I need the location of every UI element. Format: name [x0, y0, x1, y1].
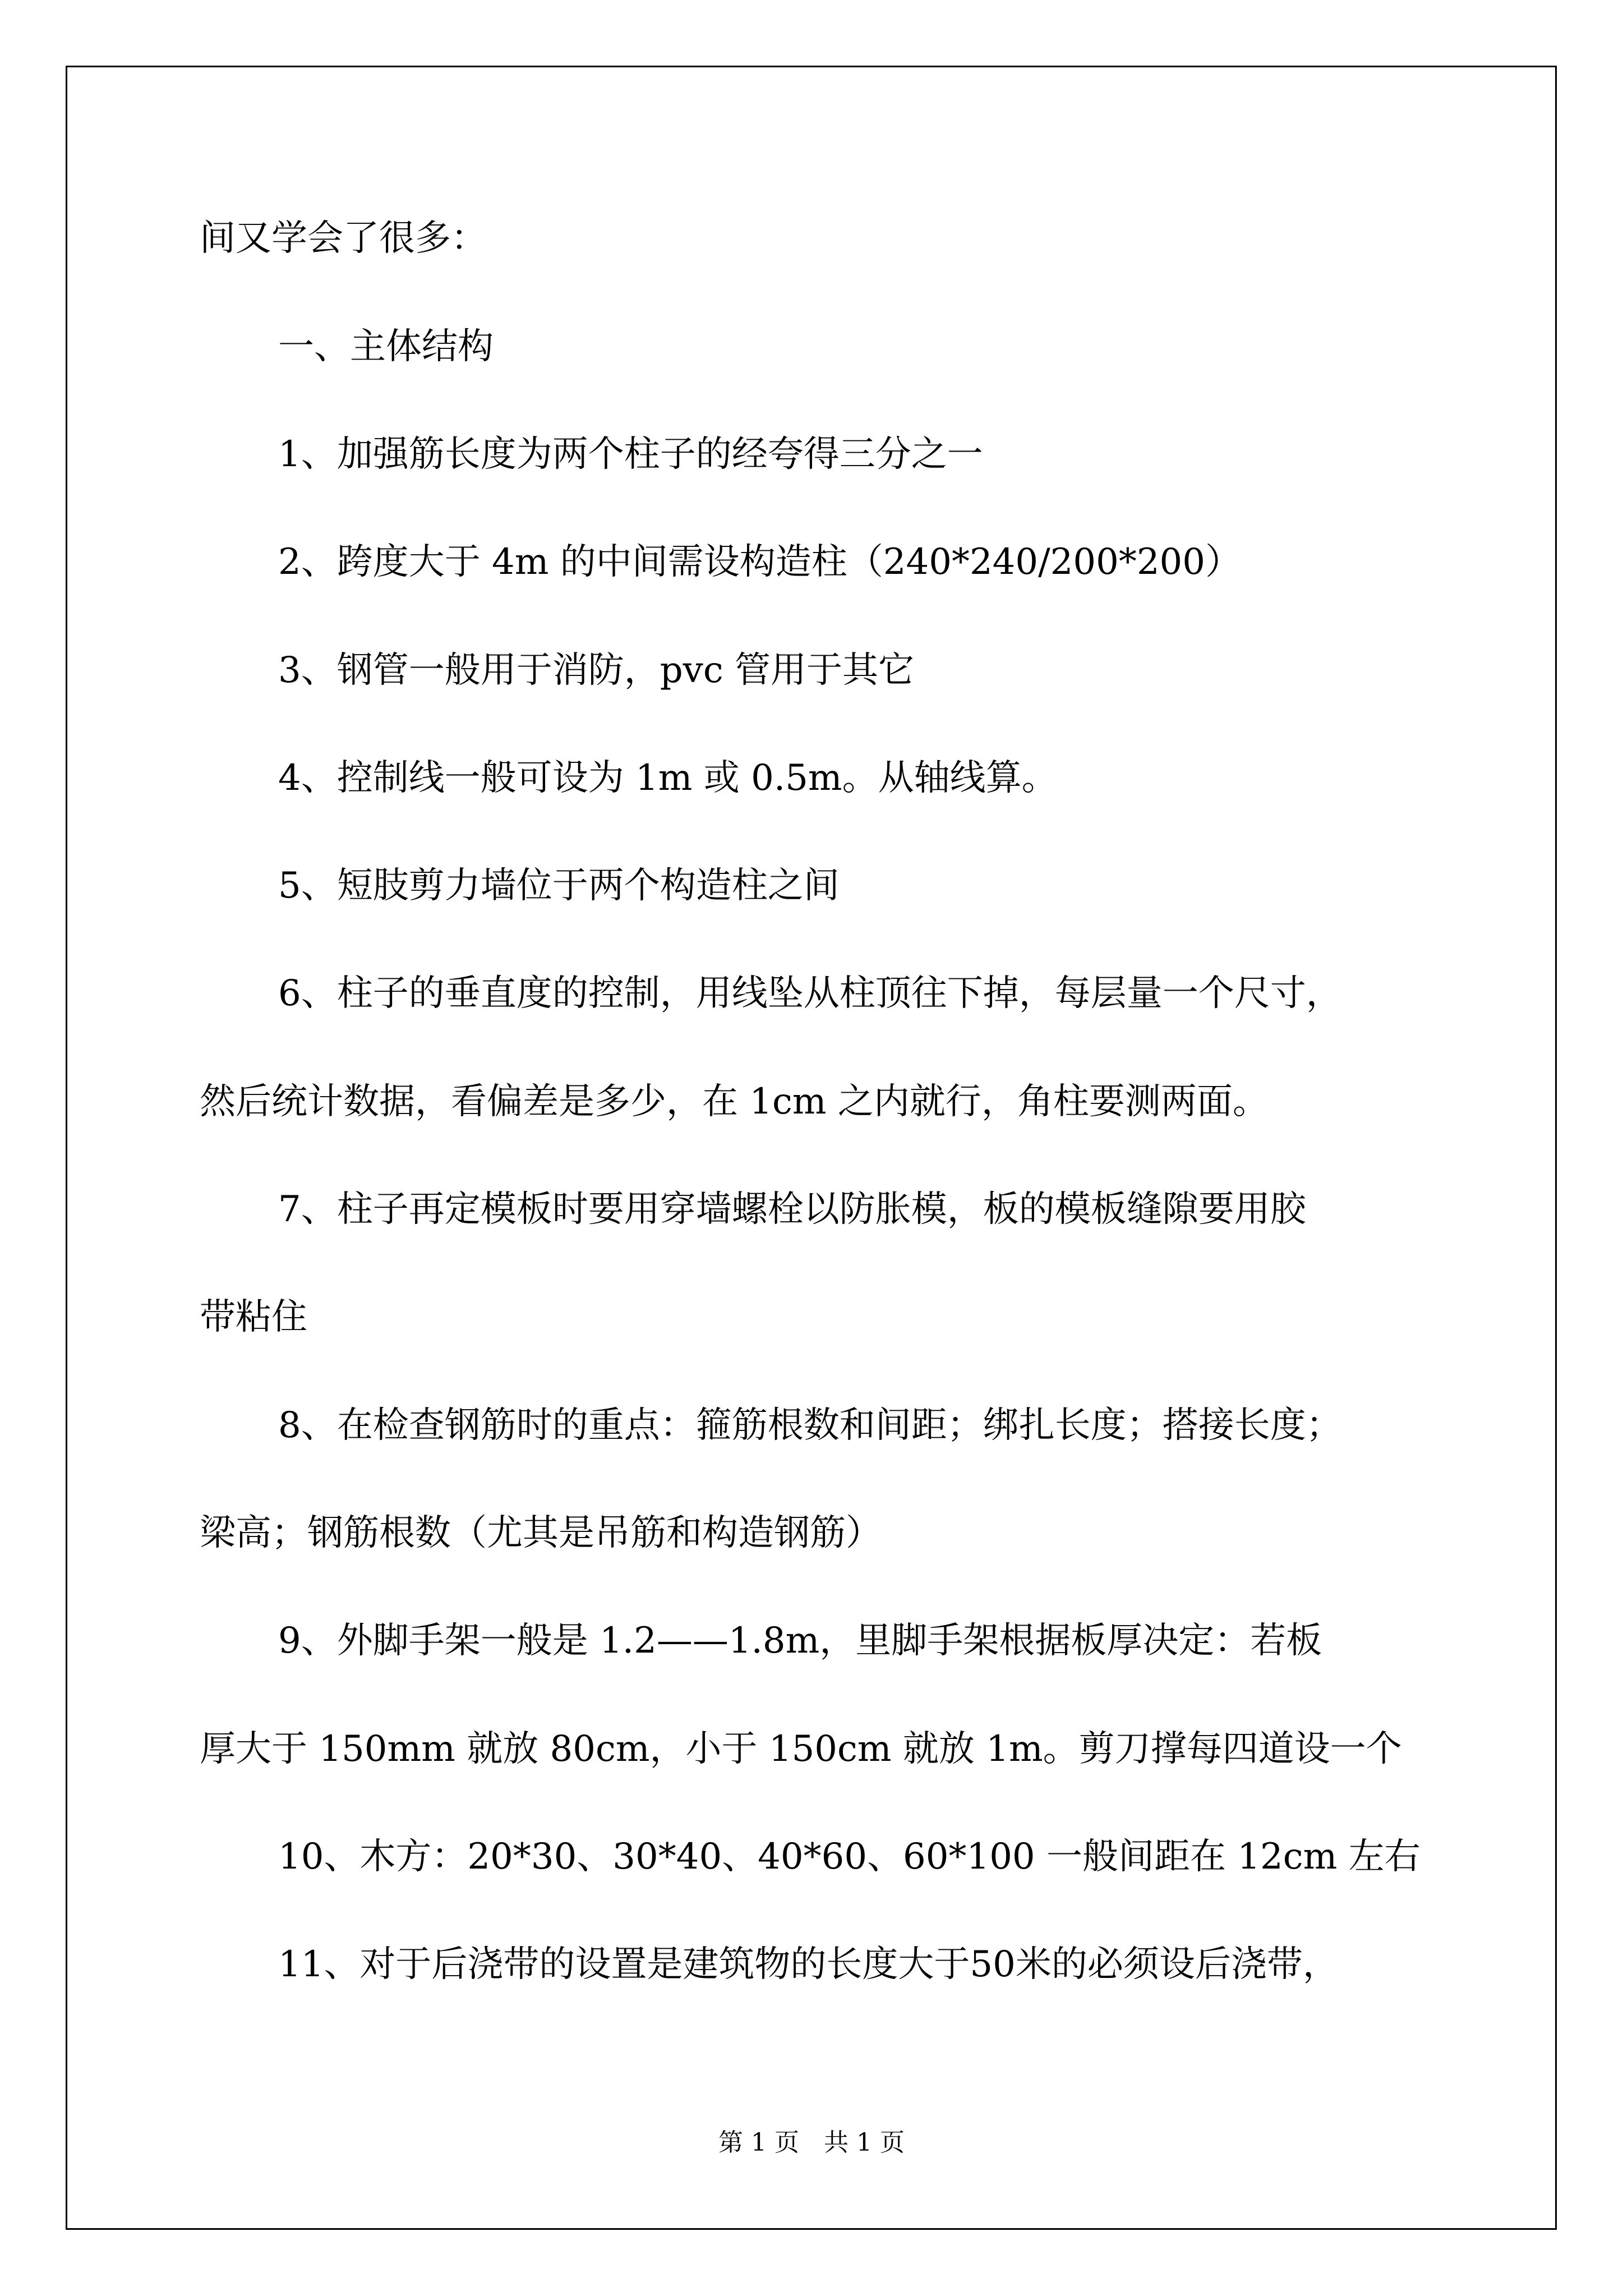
text-line: 带粘住 [200, 1296, 307, 1338]
text-line: 厚大于 150mm 就放 80cm，小于 150cm 就放 1m。剪刀撑每四道设一个 [200, 1728, 1402, 1770]
list-item: 6、柱子的垂直度的控制，用线坠从柱顶往下掉，每层量一个尺寸， [278, 973, 1342, 1014]
list-item: 1、加强筋长度为两个柱子的经夸得三分之一 [278, 434, 983, 475]
list-item: 4、控制线一般可设为 1m 或 0.5m。从轴线算。 [278, 757, 1058, 799]
text-line: 间又学会了很多： [200, 218, 487, 259]
text-line: 梁高；钢筋根数（尤其是吊筋和构造钢筋） [200, 1512, 882, 1554]
section-heading: 一、主体结构 [278, 326, 494, 367]
list-item: 11、对于后浇带的设置是建筑物的长度大于50米的必须设后浇带， [278, 1944, 1339, 1985]
text-line: 然后统计数据，看偏差是多少，在 1cm 之内就行，角柱要测两面。 [200, 1081, 1269, 1122]
list-item: 5、短肢剪力墙位于两个构造柱之间 [278, 865, 840, 907]
list-item: 7、柱子再定模板时要用穿墙螺栓以防胀模，板的模板缝隙要用胶 [278, 1189, 1306, 1230]
list-item: 3、钢管一般用于消防，pvc 管用于其它 [278, 650, 915, 691]
list-item: 2、跨度大于 4m 的中间需设构造柱（240*240/200*200） [278, 541, 1241, 583]
list-item: 9、外脚手架一般是 1.2——1.8m，里脚手架根据板厚决定：若板 [278, 1620, 1322, 1662]
page-border [66, 66, 1557, 2230]
list-item: 10、木方：20*30、30*40、40*60、60*100 一般间距在 12cm 左右 [278, 1836, 1421, 1878]
list-item: 8、在检查钢筋时的重点：箍筋根数和间距；绑扎长度；搭接长度； [278, 1405, 1342, 1446]
page-number-footer: 第 1 页 共 1 页 [718, 2128, 905, 2157]
